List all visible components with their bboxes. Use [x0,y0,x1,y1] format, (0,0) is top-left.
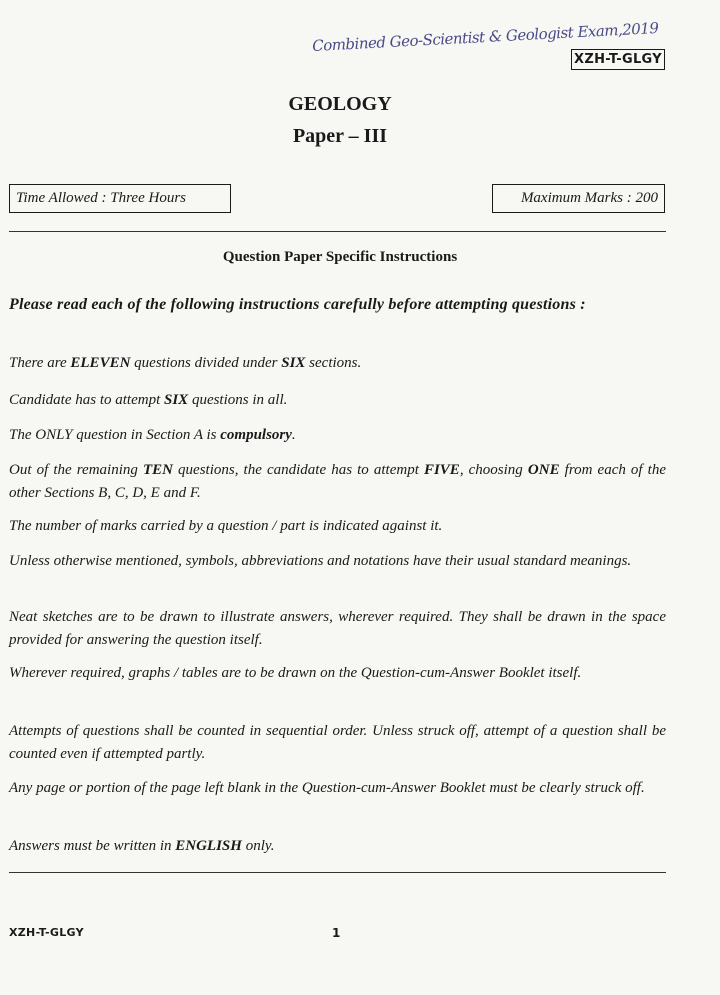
page-number: 1 [332,926,341,940]
instruction-item: Neat sketches are to be drawn to illustrate answers, wherever required. They shall be drawn in the space provided for answering the question itself. [9,609,666,648]
instruction-item: Candidate has to attempt SIX questions in all. [9,392,288,408]
paper-code-box: XZH-T-GLGY [571,49,665,70]
footer-paper-code: XZH-T-GLGY [9,926,84,939]
paper-title: Paper – III [292,125,388,147]
top-divider [9,231,666,232]
instruction-item: Wherever required, graphs / tables are to be drawn on the Question-cum-Answer Booklet itself. [9,665,582,681]
instruction-item: Any page or portion of the page left blank in the Question-cum-Answer Booklet must be clearly struck off. [9,780,645,796]
instruction-item: Answers must be written in ENGLISH only. [9,838,275,854]
handwritten-exam-note: Combined Geo-Scientist & Geologist Exam,2019 [311,18,659,56]
subject-title: GEOLOGY [288,93,392,115]
instructions-heading: Question Paper Specific Instructions [222,249,458,265]
maximum-marks-box [492,184,665,213]
lead-instruction: Please read each of the following instructions carefully before attempting questions : [9,296,586,313]
instruction-item: There are ELEVEN questions divided under SIX sections. [9,355,362,371]
instruction-item: Attempts of questions shall be counted in sequential order. Unless struck off, attempt of a question shall be counted even if attempted partly. [9,723,666,762]
bottom-divider [9,872,666,873]
instruction-item: The number of marks carried by a question / part is indicated against it. [9,518,443,534]
instruction-item: Unless otherwise mentioned, symbols, abbreviations and notations have their usual standard meanings. [9,553,632,569]
instruction-item: The ONLY question in Section A is compulsory. [9,427,296,443]
time-allowed-text: Time Allowed : Three Hours [16,190,187,206]
time-allowed-box [9,184,231,213]
maximum-marks-text: Maximum Marks : 200 [520,190,658,206]
instruction-item: Out of the remaining TEN questions, the candidate has to attempt FIVE, choosing ONE from each of the other Sections B, C, D, E and F. [9,462,667,501]
